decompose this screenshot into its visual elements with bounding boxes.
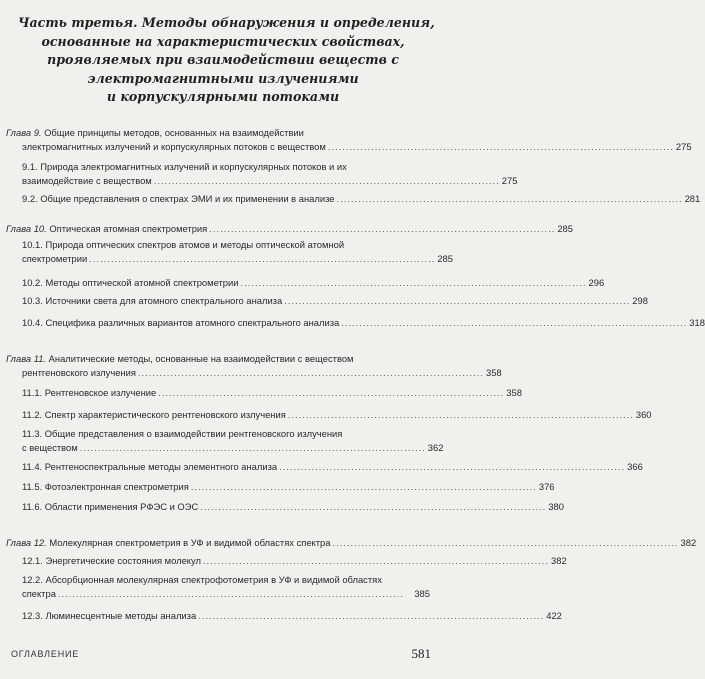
leader-dots: ................................................................................................ xyxy=(287,409,634,420)
page-number: 285 xyxy=(437,253,453,264)
page-number-footer: 581 xyxy=(411,646,431,661)
leader-dots: ................................................................................................ xyxy=(79,442,426,453)
page-number: 422 xyxy=(546,610,562,621)
chapter-label: Глава 12. xyxy=(6,537,47,548)
leader-dots: ................................................................................................ xyxy=(341,317,688,328)
section-title: 11.5. Фотоэлектронная спектрометрия xyxy=(22,481,189,492)
chapter-label: Глава 11. xyxy=(6,353,47,364)
leader-dots: ................................................................................................ xyxy=(209,223,556,234)
section-title-cont: спектра xyxy=(22,588,56,599)
page-number: 382 xyxy=(551,555,567,566)
page-number: 281 xyxy=(684,193,701,204)
section-title: 11.6. Области применения РФЭС и ОЭС xyxy=(22,501,199,512)
page-number: 358 xyxy=(485,367,502,378)
section-title: 10.2. Методы оптической атомной спектрометрии xyxy=(22,277,239,288)
section-title: 10.1. Природа оптических спектров атомов и методы оптической атомной xyxy=(22,239,345,250)
page-number: 285 xyxy=(557,223,573,234)
chapter-title-cont: электромагнитных излучений и корпускулярных потоков с веществом xyxy=(22,141,326,152)
chapter-title: Аналитические методы, основанные на взаимодействии с веществом xyxy=(48,353,354,364)
part-title-line: электромагнитными излучениями xyxy=(87,70,359,86)
page-number: 298 xyxy=(632,295,648,306)
section-title: 11.4. Рентгеноспектральные методы элементного анализа xyxy=(22,461,278,472)
section-title-cont: спектрометрии xyxy=(22,253,88,264)
leader-dots: ................................................................................................ xyxy=(336,193,683,204)
leader-dots: ................................................................................................ xyxy=(190,481,537,492)
section-title-cont: взаимодействие с веществом xyxy=(22,175,152,186)
part-title-line: основанные на характеристических свойствах, xyxy=(41,33,405,49)
leader-dots: ................................................................................................ xyxy=(200,501,547,512)
leader-dots: ................................................................................................ xyxy=(89,253,436,264)
section-title: 10.4. Специфика различных вариантов атомного спектрального анализа xyxy=(22,317,340,328)
part-title xyxy=(18,14,435,107)
chapter-label: Глава 9. xyxy=(6,127,42,138)
leader-dots: ................................................................................................ xyxy=(332,537,679,548)
part-title-line: Часть третья. Методы обнаружения и определения, xyxy=(18,15,435,30)
page-number: 358 xyxy=(506,387,522,398)
section-title: 9.1. Природа электромагнитных излучений и корпускулярных потоков и их xyxy=(22,161,347,172)
leader-dots: ................................................................................................ xyxy=(153,175,500,186)
section-title-cont: с веществом xyxy=(22,442,78,453)
section-title: 11.3. Общие представления о взаимодействии рентгеновского излучения xyxy=(22,428,343,439)
chapter-title-cont: рентгеновского излучения xyxy=(22,367,136,378)
page-number: 362 xyxy=(427,442,444,453)
chapter-label: Глава 10. xyxy=(6,223,47,234)
part-title-line: проявляемых при взаимодействии веществ с xyxy=(47,52,399,68)
leader-dots: ................................................................................................ xyxy=(158,387,505,398)
leader-dots: ................................................................................................ xyxy=(279,461,626,472)
section-title: 12.2. Абсорбционная молекулярная спектрофотометрия в УФ и видимой областях xyxy=(22,574,382,585)
leader-dots: ................................................................................................ xyxy=(202,555,550,566)
page-number: 366 xyxy=(627,461,643,472)
section-title: 10.3. Источники света для атомного спектрального анализа xyxy=(22,295,283,306)
page-number: 385 xyxy=(414,588,430,599)
chapter-title: Общие принципы методов, основанных на взаимодействии xyxy=(44,127,304,138)
section-title: 12.3. Люминесцентные методы анализа xyxy=(22,610,197,621)
leader-dots: ................................................................................................ xyxy=(327,141,674,152)
section-title: 11.2. Спектр характеристического рентгеновского излучения xyxy=(22,409,286,420)
leader-dots: ................................................................................................ xyxy=(198,610,545,621)
page-number: 380 xyxy=(548,501,564,512)
leader-dots: ................................................................................................ xyxy=(137,367,484,378)
leader-dots: ................................................................................................ xyxy=(240,277,587,288)
section-title: 11.1. Рентгеновское излучение xyxy=(22,387,157,398)
leader-dots: ................................................................................................ xyxy=(284,295,631,306)
section-title: 12.1. Энергетические состояния молекул xyxy=(22,555,201,566)
page-number: 318 xyxy=(689,317,705,328)
part-title-line: и корпускулярными потоками xyxy=(106,89,340,105)
running-footer-title: ОГЛАВЛЕНИЕ xyxy=(11,649,80,659)
page-number: 382 xyxy=(680,537,697,548)
page-number: 360 xyxy=(635,409,652,420)
page-number: 275 xyxy=(675,141,692,152)
chapter-title: Оптическая атомная спектрометрия xyxy=(49,223,208,234)
page-number: 376 xyxy=(538,481,555,492)
page-number: 275 xyxy=(501,175,518,186)
leader-dots: ................................................................................................ xyxy=(57,588,404,599)
chapter-title: Молекулярная спектрометрия в УФ и видимой областях спектра xyxy=(49,537,331,548)
section-title: 9.2. Общие представления о спектрах ЭМИ и их применении в анализе xyxy=(22,193,335,204)
page-number: 296 xyxy=(588,277,605,288)
